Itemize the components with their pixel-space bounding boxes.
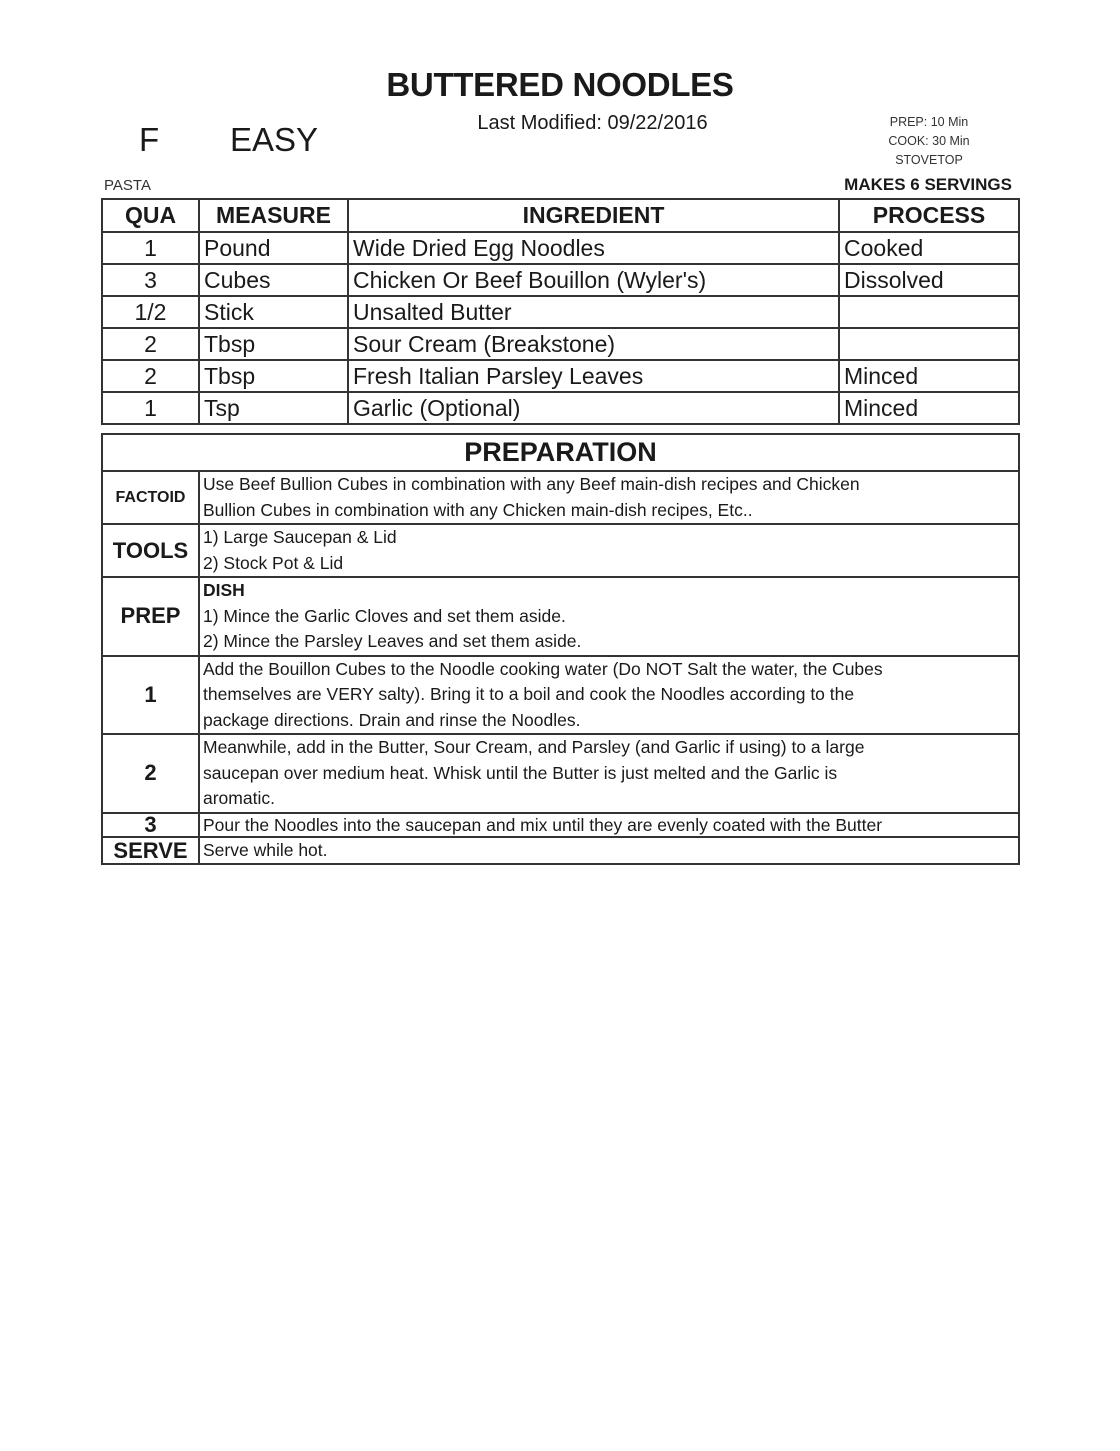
preparation-heading: PREPARATION [102,434,1019,471]
ingredient-row [102,392,1019,424]
step-line: Meanwhile, add in the Butter, Sour Cream, and Parsley (and Garlic if using) to a large [203,737,865,757]
preparation-table [101,433,1020,865]
recipe-code: F [139,121,160,158]
ingredient-name: Unsalted Butter [348,296,839,328]
ingredients-table [101,198,1020,425]
step-line: Pour the Noodles into the saucepan and mix until they are evenly coated with the Butter [203,814,883,835]
ingredient-row [102,264,1019,296]
step-row [102,734,1019,813]
prep-time: PREP: 10 Min [889,115,969,129]
step-text [199,656,1019,735]
column-header-ingredient: INGREDIENT [348,199,839,232]
ingredient-qty: 1 [102,232,199,264]
ingredient-name: Garlic (Optional) [348,392,839,424]
ingredient-name: Wide Dried Egg Noodles [348,232,839,264]
ingredient-measure: Tsp [199,392,348,424]
prep-subheading: DISH [203,580,245,600]
ingredient-name: Sour Cream (Breakstone) [348,328,839,360]
step-line: Add the Bouillon Cubes to the Noodle cooking water (Do NOT Salt the water, the Cubes [203,658,883,679]
tool-item: 2) Stock Pot & Lid [203,552,344,573]
factoid-line: Use Beef Bullion Cubes in combination with any Beef main-dish recipes and Chicken [203,474,860,494]
factoid-line: Bullion Cubes in combination with any Chicken main-dish recipes, Etc.. [203,499,753,520]
step-label: 2 [102,734,199,813]
time-info [870,113,988,170]
factoid-row [102,471,1019,524]
column-header-qty: QUA [102,199,199,232]
ingredient-row [102,232,1019,264]
step-line: aromatic. [203,788,275,808]
tools-label: TOOLS [102,524,199,577]
preparation-header-row [102,434,1019,471]
ingredient-process [839,328,1019,360]
servings: MAKES 6 SERVINGS [844,175,1012,194]
factoid-label: FACTOID [102,471,199,524]
ingredient-process: Minced [839,392,1019,424]
ingredient-row [102,360,1019,392]
prep-text [199,577,1019,656]
step-line: package directions. Drain and rinse the Noodles. [203,709,581,730]
prep-row [102,577,1019,656]
difficulty: EASY [230,121,319,158]
ingredient-name: Chicken Or Beef Bouillon (Wyler's) [348,264,839,296]
category: PASTA [104,177,151,194]
step-row [102,656,1019,735]
serve-line: Serve while hot. [203,839,328,860]
cooking-method: STOVETOP [895,153,963,167]
tools-row [102,524,1019,577]
ingredients-header-row [102,199,1019,232]
ingredient-row [102,296,1019,328]
ingredient-name: Fresh Italian Parsley Leaves [348,360,839,392]
column-header-process: PROCESS [839,199,1019,232]
ingredient-measure: Tbsp [199,328,348,360]
cook-time: COOK: 30 Min [888,134,970,148]
ingredient-qty: 2 [102,360,199,392]
prep-item: 2) Mince the Parsley Leaves and set them aside. [203,631,582,651]
ingredient-row [102,328,1019,360]
ingredient-process: Minced [839,360,1019,392]
ingredient-qty: 1 [102,392,199,424]
serve-label: SERVE [102,837,199,865]
ingredient-qty: 3 [102,264,199,296]
factoid-text [199,471,1019,524]
ingredient-measure: Cubes [199,264,348,296]
tools-text [199,524,1019,577]
column-header-measure: MEASURE [199,199,348,232]
step-label: 3 [102,813,199,837]
ingredient-process: Cooked [839,232,1019,264]
ingredient-process [839,296,1019,328]
ingredient-process: Dissolved [839,264,1019,296]
step-row [102,813,1019,837]
serve-text [199,837,1019,865]
last-modified: Last Modified: 09/22/2016 [477,112,708,134]
ingredient-qty: 1/2 [102,296,199,328]
prep-item: 1) Mince the Garlic Cloves and set them aside. [203,605,566,626]
prep-label: PREP [102,577,199,656]
step-line: saucepan over medium heat. Whisk until the Butter is just melted and the Garlic is [203,762,838,783]
tool-item: 1) Large Saucepan & Lid [203,527,397,547]
ingredient-qty: 2 [102,328,199,360]
step-text [199,734,1019,813]
serve-row [102,837,1019,865]
recipe-title: BUTTERED NOODLES [386,66,734,103]
ingredient-measure: Pound [199,232,348,264]
ingredient-measure: Stick [199,296,348,328]
step-label: 1 [102,656,199,735]
ingredient-measure: Tbsp [199,360,348,392]
step-text [199,813,1019,837]
step-line: themselves are VERY salty). Bring it to a boil and cook the Noodles according to the [203,684,855,704]
